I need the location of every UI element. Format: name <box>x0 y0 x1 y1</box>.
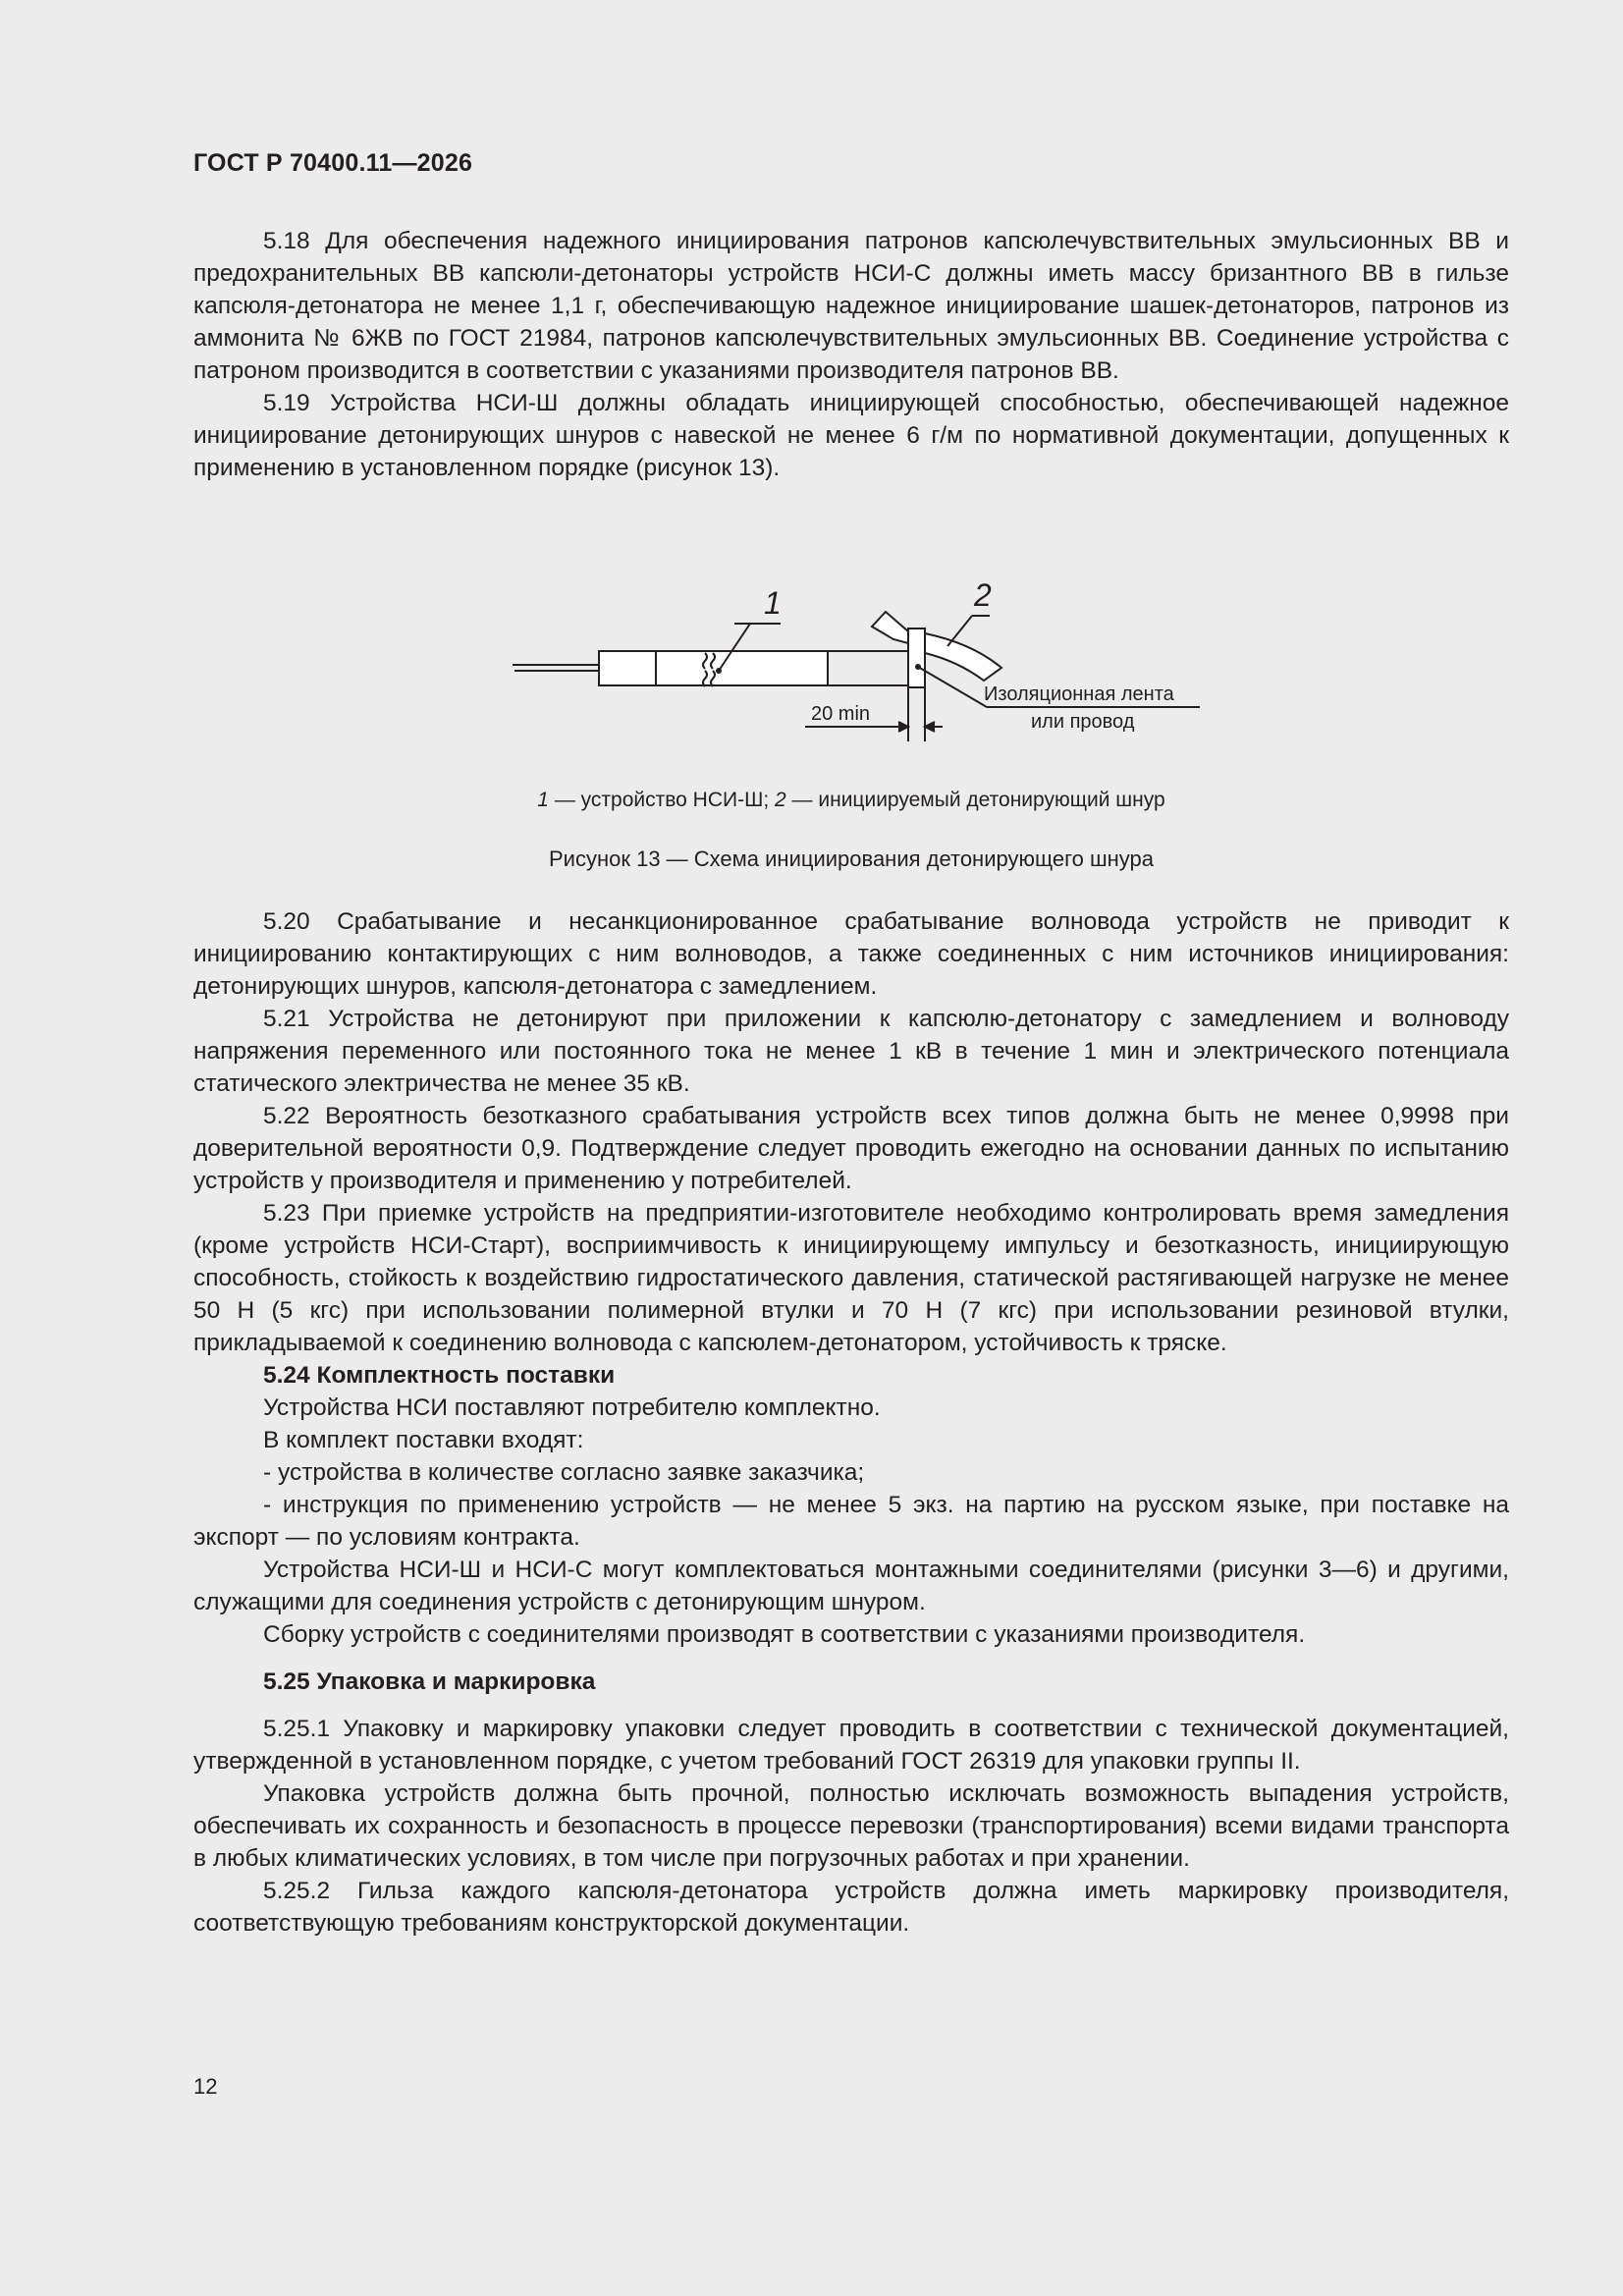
paragraph-5-18: 5.18 Для обеспечения надежного инициирования патронов капсюлечувствительных эмульсионных ВВ и предохранительных ВВ капсюли-детонаторы устройств НСИ-С должны иметь массу бризантного ВВ в гильзе капсюля-детонатора не менее 1,1 г, обеспечивающую надежное инициирование шашек-детонаторов, патронов из аммонита № 6ЖВ по ГОСТ 21984, патронов капсюлечувствительных эмульсионных ВВ. Соединение устройства с патроном производится в соответствии с указаниями производителя патронов ВВ. <box>193 228 1509 384</box>
legend-number-2: 2 <box>775 789 786 811</box>
paragraph-5-20: 5.20 Срабатывание и несанкционированное срабатывание волновода устройств не приводит к инициированию контактирующих с ним волноводов, а также соединенных с ним источников инициирования: детонирующих шнуров, капсюля-детонатора с замедлением. <box>193 908 1509 1000</box>
list-item-1: - устройства в количестве согласно заявке заказчика; <box>263 1459 865 1486</box>
legend-text-2: — инициируемый детонирующий шнур <box>785 789 1165 811</box>
paragraph-5-19: 5.19 Устройства НСИ-Ш должны обладать инициирующей способностью, обеспечивающей надежное инициирование детонирующих шнуров с навеской не менее 6 г/м по нормативной документации, допущенных к применению в установленном порядке (рисунок 13). <box>193 390 1509 481</box>
legend-number-1: 1 <box>537 789 549 811</box>
figure-13-diagram <box>501 574 1227 761</box>
section-top <box>193 225 1509 484</box>
paragraph-5-24-b: В комплект поставки входят: <box>263 1427 584 1453</box>
paragraph-5-24-a: Устройства НСИ поставляют потребителю комплектно. <box>263 1394 881 1421</box>
document-header: ГОСТ Р 70400.11—2026 <box>193 149 473 177</box>
cord-right <box>925 633 1001 681</box>
detonator-body <box>656 651 828 685</box>
tape-band <box>908 629 925 687</box>
heading-5-24: 5.24 Комплектность поставки <box>263 1362 616 1389</box>
paragraph-5-25-1: 5.25.1 Упаковку и маркировку упаковки следует проводить в соответствии с технической документацией, утвержденной в установленном порядке, с учетом требований ГОСТ 26319 для упаковки группы II. <box>193 1716 1509 1775</box>
page-number: 12 <box>193 2074 218 2099</box>
paragraph-5-22: 5.22 Вероятность безотказного срабатывания устройств всех типов должна быть не менее 0,9998 при доверительной вероятности 0,9. Подтверждение следует проводить ежегодно на основании данных по испытанию устройств у производителя и применению у потребителей. <box>193 1103 1509 1194</box>
dimension-label: 20 min <box>811 703 871 725</box>
figure-label-2: 2 <box>974 577 992 613</box>
paragraph-5-23: 5.23 При приемке устройств на предприятии-изготовителе необходимо контролировать время замедления (кроме устройств НСИ-Старт), восприимчивость к инициирующему импульсу и безотказность, инициирующую способность, стойкость к воздействию гидростатического давления, статической растягивающей нагрузке не менее 50 Н (5 кгс) при использовании полимерной втулки и 70 Н (7 кгс) при использовании резиновой втулки, прикладываемой к соединению волновода с капсюлем-детонатором, устойчивость к тряске. <box>193 1200 1509 1356</box>
section-bottom <box>193 905 1509 1940</box>
figure-label-1: 1 <box>764 585 782 621</box>
paragraph-5-25-2: 5.25.2 Гильза каждого капсюля-детонатора устройств должна иметь маркировку производителя, соответствующую требованиям конструкторской документации. <box>193 1878 1509 1937</box>
annotation-line-2: или провод <box>1031 711 1135 733</box>
figure-title: Рисунок 13 — Схема инициирования детонирующего шнура <box>549 847 1154 871</box>
annotation-line-1: Изоляционная лента <box>984 683 1174 705</box>
paragraph-5-24-f: Сборку устройств с соединителями производят в соответствии с указаниями производителя. <box>263 1621 1306 1648</box>
paragraph-5-24-e: Устройства НСИ-Ш и НСИ-С могут комплектоваться монтажными соединителями (рисунки 3—6) и другими, служащими для соединения устройств с детонирующим шнуром. <box>193 1557 1509 1615</box>
paragraph-5-21: 5.21 Устройства не детонируют при приложении к капсюлю-детонатору с замедлением и волноводу напряжения переменного или постоянного тока не менее 1 кВ в течение 1 мин и электрического потенциала статического электричества не менее 35 кВ. <box>193 1006 1509 1097</box>
legend-text-1: — устройство НСИ-Ш; <box>548 789 776 811</box>
paragraph-5-25-1-b: Упаковка устройств должна быть прочной, полностью исключать возможность выпадения устройств, обеспечивать их сохранность и безопасность в процессе перевозки (транспортирования) всеми видами транспорта в любых климатических условиях, в том числе при погрузочных работах и при хранении. <box>193 1780 1509 1872</box>
list-item-2: - инструкция по применению устройств — не менее 5 экз. на партию на русском языке, при поставке на экспорт — по условиям контракта. <box>193 1492 1509 1551</box>
figure-legend <box>193 789 1509 812</box>
connector-body <box>599 651 656 685</box>
heading-5-25: 5.25 Упаковка и маркировка <box>263 1668 596 1695</box>
cord-end-left <box>872 612 908 643</box>
